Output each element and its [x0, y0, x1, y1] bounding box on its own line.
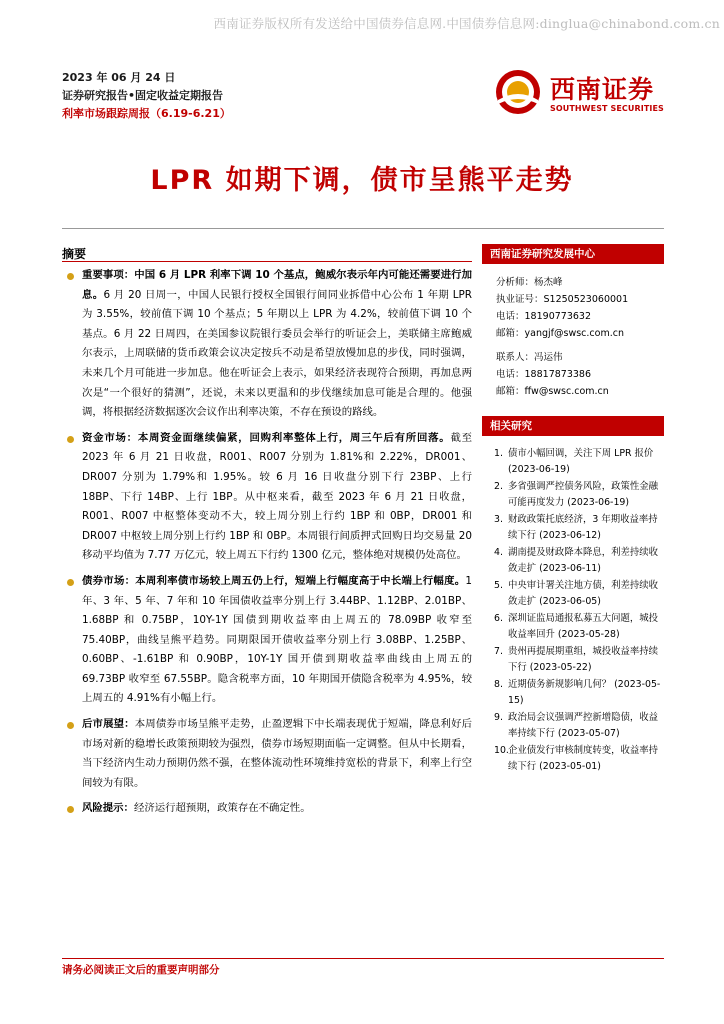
disclaimer-footer: 请务必阅读正文后的重要声明部分	[62, 964, 220, 976]
report-type: 证券研究报告•固定收益定期报告	[62, 89, 224, 102]
item-lead: 后市展望：	[82, 718, 135, 731]
item-text: 经济运行超预期，政策存在不确定性。	[133, 802, 311, 815]
logo-emblem-icon	[494, 68, 542, 116]
logo-name-en: SOUTHWEST SECURITIES	[550, 104, 664, 113]
abstract-item	[62, 429, 472, 566]
item-text: 本周债券市场呈熊平走势，止盈逻辑下中长端表现优于短端，降息利好后市场对新的稳增长政策预期较为强烈，债券市场短期面临一定调整。但从中长期看，当下经济内生动力预期仍然不强，在整体流动性环境维持宽松的背景下，利率上行空间较为有限。	[82, 718, 473, 789]
related-research-item[interactable]: 1. 债市小幅回调，关注下周 LPR 报价 (2023-06-19)	[494, 448, 654, 475]
analyst-info	[482, 264, 664, 400]
bullet-icon	[67, 436, 74, 443]
related-research-item[interactable]: 7. 贵州再提展期重组，城投收益率持续下行 (2023-05-22)	[494, 646, 659, 673]
report-meta	[62, 69, 231, 123]
related-research-item[interactable]: 4. 湖南提及财政降本降息，利差持续收敛走扩 (2023-06-11)	[494, 547, 659, 574]
bullet-icon	[67, 273, 74, 280]
contact-name: 联系人：冯运伟	[496, 352, 563, 363]
abstract-item	[62, 572, 472, 709]
item-lead: 债券市场：	[82, 574, 136, 587]
related-research-item[interactable]: 3. 财政政策托底经济，3 年期收益率持续下行 (2023-06-12)	[494, 514, 658, 541]
report-date: 2023 年 06 月 24 日	[62, 71, 176, 84]
item-text: 截至 2023 年 6 月 21 日收盘，R001、R007 分别为 1.81%和 2.22%，DR001、DR007 分别为 1.79%和 1.95%。较 6 月 16 日收盘分别下行 23BP、上行 18BP、下行 14BP、上行 1BP。从中枢来看，截至 2023 年 6 月 21 日收盘，R001、R007 中枢整体变动不大，较上周分别上行约 1BP 和 0BP，DR001 和 DR007 中枢较上周分别上行约 1BP 和 0BP。本周银行间质押式回购日均交易量 20 移动平均值为 7.77 万亿元，较上周五下行约 1300 亿元，整体绝对规模仍处高位。	[82, 431, 473, 562]
page-title: LPR 如期下调，债市呈熊平走势	[150, 165, 574, 196]
report-series: 利率市场跟踪周报（6.19-6.21）	[62, 107, 231, 120]
analyst-email[interactable]: 邮箱：yangjf@swsc.com.cn	[496, 328, 624, 339]
analyst-license: 执业证号：S1250523060001	[496, 294, 629, 305]
item-lead: 资金市场：	[82, 431, 138, 444]
bullet-icon	[67, 722, 74, 729]
related-research-header: 相关研究	[482, 416, 664, 436]
related-research-item[interactable]: 6. 深圳证监局通报私募五大问题，城投收益率回升 (2023-05-28)	[494, 613, 659, 640]
institute-header: 西南证券研究发展中心	[482, 244, 664, 264]
abstract-item	[62, 266, 472, 423]
company-logo	[494, 64, 684, 120]
related-research-item[interactable]: 10. 企业债发行审核制度转变，收益率持续下行 (2023-05-01)	[494, 745, 659, 772]
item-text: 1 年、3 年、5 年、7 年和 10 年国债收益率分别上行 3.44BP、1.12BP、2.01BP、1.68BP 和 0.75BP，10Y-1Y 国债到期收益率由上周五的 78.09BP 收窄至 75.40BP，曲线呈熊平趋势。同期限国开债收益率分别上行 3.08BP、1.25BP、0.60BP、-1.61BP 和 0.90BP，10Y-1Y 国开债到期收益率曲线由上周五的 69.73BP 收窄至 67.55BP。隐含税率方面，10 年期国开债隐含税率为 4.95%，较上周五的 4.91%有小幅上行。	[82, 574, 473, 705]
sidebar	[482, 244, 664, 776]
abstract-heading: 摘要	[62, 247, 87, 261]
watermark: 西南证券版权所有发送给中国债券信息网.中国债券信息网:dinglua@chinabond.com.cn	[213, 16, 720, 31]
logo-name-cn: 西南证券	[550, 75, 655, 104]
related-research-item[interactable]: 5. 中央审计署关注地方债，利差持续收敛走扩 (2023-06-05)	[494, 580, 659, 607]
bullet-icon	[67, 806, 74, 813]
contact-phone: 电话：18817873386	[496, 369, 592, 380]
related-research-item[interactable]: 2. 多省强调严控债务风险，政策性金融可能再度发力 (2023-06-19)	[494, 481, 659, 508]
item-lead: 重要事项：	[82, 269, 135, 281]
footer-divider	[62, 958, 664, 959]
item-text: 6 月 20 日周一，中国人民银行授权全国银行间同业拆借中心公布 1 年期 LPR 为 3.55%，较前值下调 10 个基点；5 年期以上 LPR 为 4.2%，较前值下调 10 个基点。6 月 22 日周四，在美国参议院银行委员会举行的听证会上，美联储主席鲍威尔表示，上周联储的货币政策会议决定按兵不动是希望放慢加息的步伐，同时强调，未来几个月可能进一步加息。他在听证会上表示，如果经济表现符合预期，再加息两次是“一个很好的猜测”，还说，未来以更温和的步伐继续加息可能是合理的。他强调，将根据经济数据逐次会议作出利率决策，不存在预设的路线。	[82, 288, 472, 419]
item-highlight: 本周利率债市场较上周五仍上行，短端上行幅度高于中长端上行幅度。	[135, 574, 466, 587]
related-research-item[interactable]: 9. 政治局会议强调严控新增隐债，收益率持续下行 (2023-05-07)	[494, 712, 659, 739]
item-highlight: 中国 6 月 LPR 利率下调 10 个基点，鲍威尔表示年内可能还需要进行加息。	[82, 269, 472, 301]
contact-email[interactable]: 邮箱：ffw@swsc.com.cn	[496, 386, 609, 397]
related-research-list	[482, 436, 664, 774]
divider	[62, 228, 664, 229]
abstract-item	[62, 715, 472, 793]
abstract-body	[62, 266, 472, 825]
related-research-item[interactable]: 8. 近期债务新规影响几何？ (2023-05-15)	[494, 679, 661, 706]
abstract-item	[62, 799, 472, 819]
abstract-divider	[62, 261, 472, 262]
bullet-icon	[67, 579, 74, 586]
analyst-name: 分析师：杨杰峰	[496, 277, 563, 288]
analyst-phone: 电话：18190773632	[496, 311, 592, 322]
item-lead: 风险提示：	[82, 802, 134, 815]
item-highlight: 本周资金面继续偏紧，回购利率整体上行，周三午后有所回落。	[137, 431, 451, 444]
